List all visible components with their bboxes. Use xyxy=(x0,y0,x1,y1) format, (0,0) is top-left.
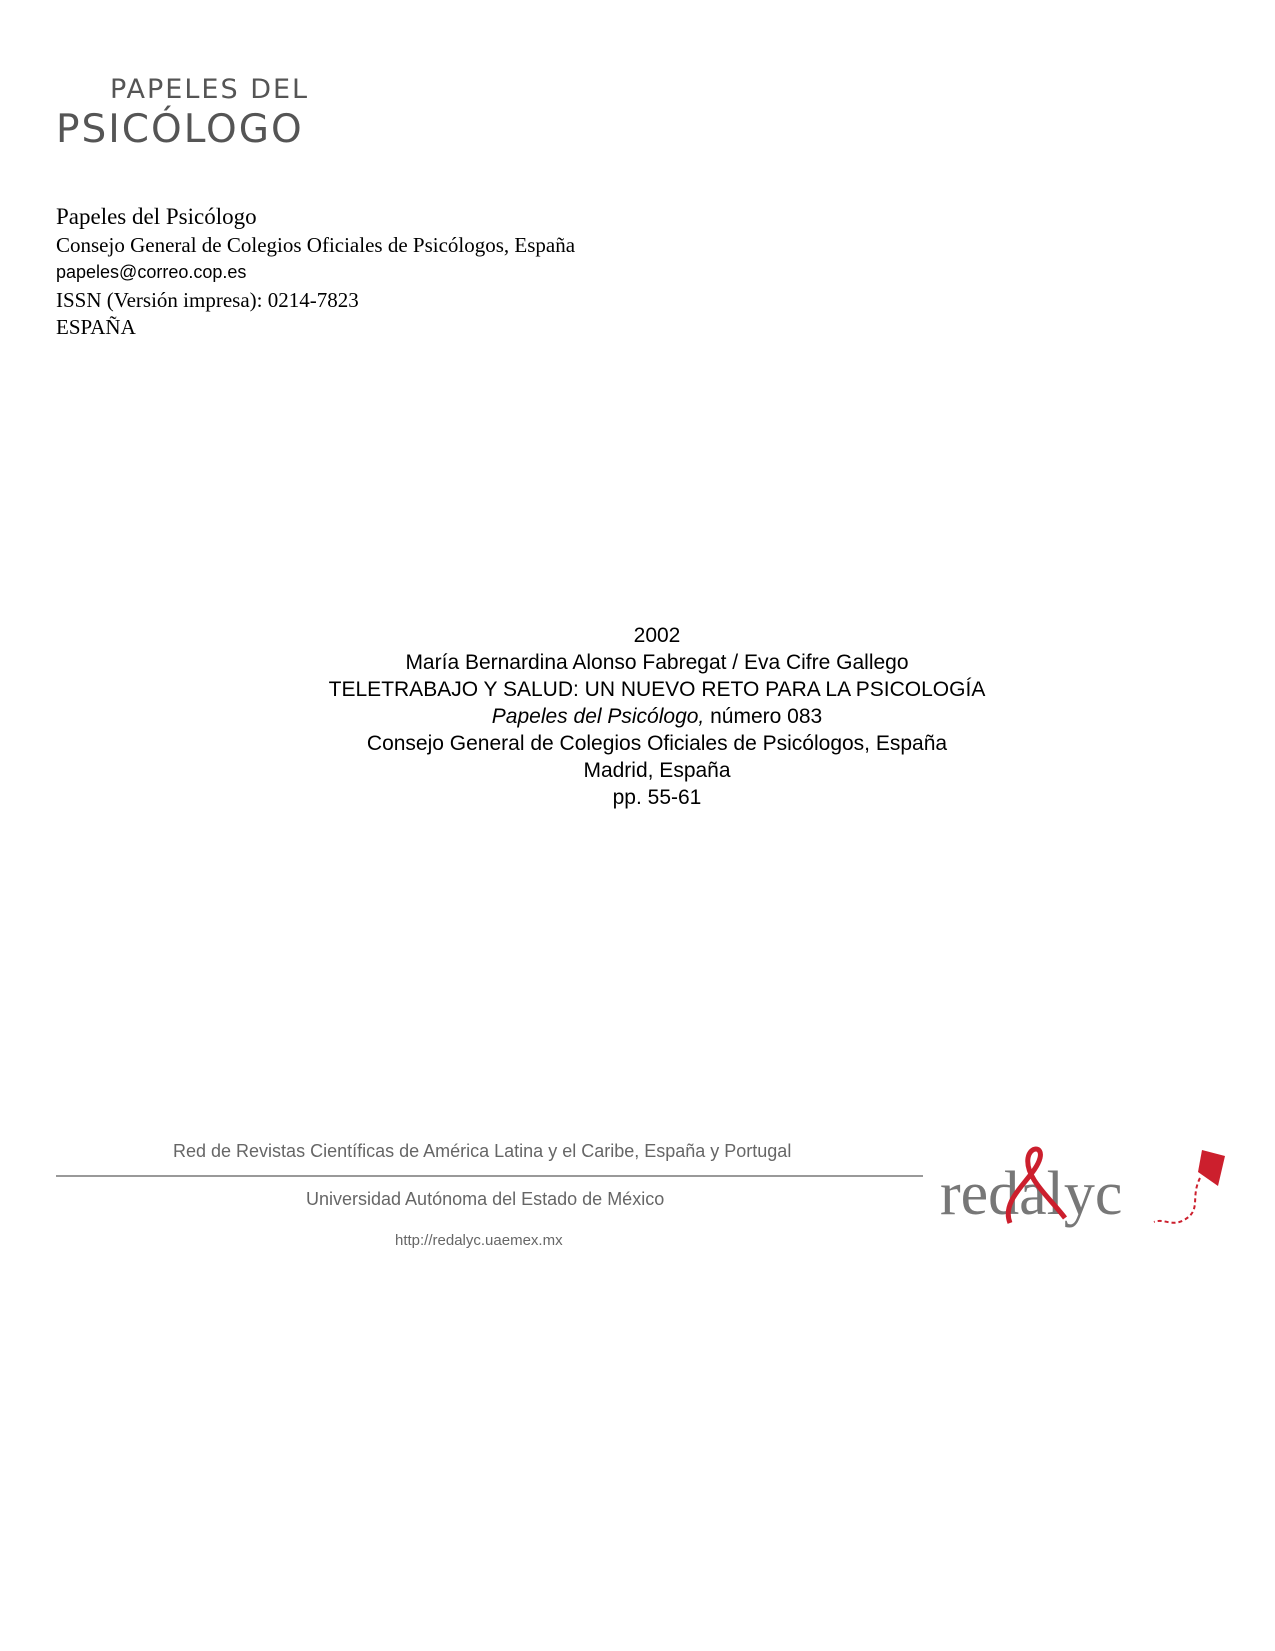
footer-divider xyxy=(56,1175,923,1177)
footer-university: Universidad Autónoma del Estado de México xyxy=(306,1189,665,1209)
journal-publisher: Consejo General de Colegios Oficiales de Psicólogos, España xyxy=(56,233,576,257)
redalyc-logo-text: redalyc xyxy=(940,1160,1123,1228)
logo-line-1: PAPELES DEL xyxy=(110,74,310,105)
article-publisher: Consejo General de Colegios Oficiales de Psicólogos, España xyxy=(366,732,948,755)
journal-issn: ISSN (Versión impresa): 0214-7823 xyxy=(56,288,359,312)
logo-line-2: PSICÓLOGO xyxy=(56,107,304,152)
footer-url-link[interactable]: http://redalyc.uaemex.mx xyxy=(395,1232,563,1249)
article-journal-name: Papeles del Psicólogo, xyxy=(491,705,705,728)
article-issue: número 083 xyxy=(704,705,823,728)
article-year: 2002 xyxy=(633,624,681,647)
article-location: Madrid, España xyxy=(583,759,731,782)
redalyc-logo xyxy=(940,1138,1230,1238)
article-pages: pp. 55-61 xyxy=(612,786,702,809)
journal-title: Papeles del Psicólogo xyxy=(56,204,257,229)
article-title: TELETRABAJO Y SALUD: UN NUEVO RETO PARA LA PSICOLOGÍA xyxy=(328,678,986,701)
journal-country: ESPAÑA xyxy=(56,315,136,339)
journal-email[interactable]: papeles@correo.cop.es xyxy=(56,262,247,282)
journal-info xyxy=(56,202,575,340)
article-source xyxy=(237,703,1077,730)
kite-icon xyxy=(1198,1150,1225,1186)
kite-tail-icon xyxy=(1154,1178,1200,1223)
footer-network: Red de Revistas Científicas de América Latina y el Caribe, España y Portugal xyxy=(173,1141,792,1161)
article-authors: María Bernardina Alonso Fabregat / Eva Cifre Gallego xyxy=(405,651,909,674)
article-citation xyxy=(237,622,1077,811)
